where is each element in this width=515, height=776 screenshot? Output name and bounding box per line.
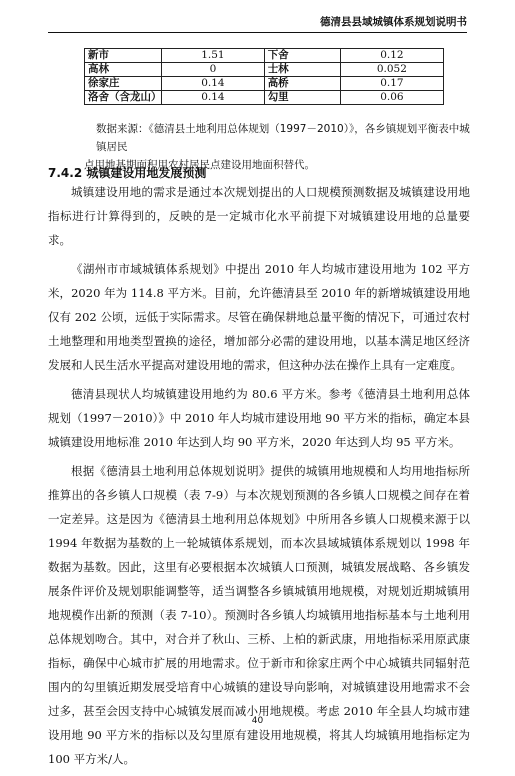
table-cell: 士林	[264, 63, 340, 77]
table-row	[85, 49, 444, 63]
table-cell: 高林	[85, 63, 162, 77]
paragraph: 城镇建设用地的需求是通过本次规划提出的人口规模预测数据及城镇建设用地指标进行计算得到的，反映的是一定城市化水平前提下对城镇建设用地的总量要求。	[48, 185, 470, 247]
note-line: 点用地基期面积用农村居民点建设用地面积替代。	[84, 159, 315, 171]
paragraph: 根据《德清县土地利用总体规划说明》提供的城镇用地规模和人均用地指标所推算出的各乡镇人口规模（表 7-9）与本次规划预测的各乡镇人口规模之间存在着一定差异。这是因为《德清县土地利用总体规划》中所用各乡镇人口规模来源于以 1994 年数据为基数的上一轮城镇体系规划，而本次县域城镇体系规划以 1998 年数据为基数。因此，这里有必要根据本次城镇人口预测，城镇发展战略、各乡镇发展条件评价及规划职能调整等，适当调整各乡镇城镇用地规模，对规划近期城镇用地规模作出新的预测（表 7-10）。预测时各乡镇人均城镇用地指标基本与土地利用总体规划吻合。其中，对合并了秋山、三桥、上柏的新武康，用地指标采用原武康指标，确保中心城市扩展的用地需求。位于新市和徐家庄两个中心城镇共同辐射范围内的勾里镇近期发展受培育中心城镇的建设导向影响，对城镇建设用地需求不会过多，甚至会因支持中心城镇发展而减小用地规模。考虑 2010 年全县人均城市建设用地 90 平方米的指标以及勾里原有建设用地规模，将其人均城镇用地指标定为 100 平方米/人。	[48, 464, 470, 766]
running-header: 德清县县域城镇体系规划说明书	[320, 16, 467, 28]
table-cell: 1.51	[162, 49, 265, 63]
table-cell: 新市	[85, 49, 162, 63]
table-cell: 0.052	[340, 63, 443, 77]
table-row	[85, 77, 444, 91]
table-cell: 勾里	[264, 91, 340, 105]
table-cell: 0.06	[340, 91, 443, 105]
table-cell: 洛舍（含龙山）	[85, 91, 162, 105]
table-row	[85, 91, 444, 105]
paragraph: 《湖州市市域城镇体系规划》中提出 2010 年人均城市建设用地为 102 平方米，2020 年为 114.8 平方米。目前，允许德清县至 2010 年的新增城镇建设用地仅有 202 公顷，远低于实际需求。尽管在确保耕地总量平衡的情况下，可通过农村土地整理和用地类型置换的途径，增加部分必需的建设用地，以基本满足地区经济发展和人民生活水平提高对建设用地的需求，但这种办法在操作上具有一定难度。	[48, 262, 470, 372]
table-cell: 0.12	[340, 49, 443, 63]
body-text	[48, 180, 470, 776]
note-line: 数据来源：《德清县土地利用总体规划（1997－2010）》，各乡镇规划平衡表中城镇居民	[96, 123, 470, 153]
page-number: 40	[251, 716, 264, 726]
header-rule	[48, 32, 467, 33]
section-heading: 7.4.2 城镇建设用地发展预测	[48, 166, 207, 180]
table-cell: 0.14	[162, 91, 265, 105]
table-row	[85, 63, 444, 77]
table-cell: 高桥	[264, 77, 340, 91]
paragraph: 德清县现状人均城镇建设用地约为 80.6 平方米。参考《德清县土地利用总体规划（1997－2010）》中 2010 年人均城市建设用地 90 平方米的指标，确定本县城镇建设用地标准 2010 年达到人均 90 平方米，2020 年达到人均 95 平方米。	[48, 387, 470, 449]
table-cell: 0	[162, 63, 265, 77]
table-cell: 下舍	[264, 49, 340, 63]
table-cell: 0.17	[340, 77, 443, 91]
table-cell: 0.14	[162, 77, 265, 91]
table-cell: 徐家庄	[85, 77, 162, 91]
land-use-table	[84, 48, 444, 105]
